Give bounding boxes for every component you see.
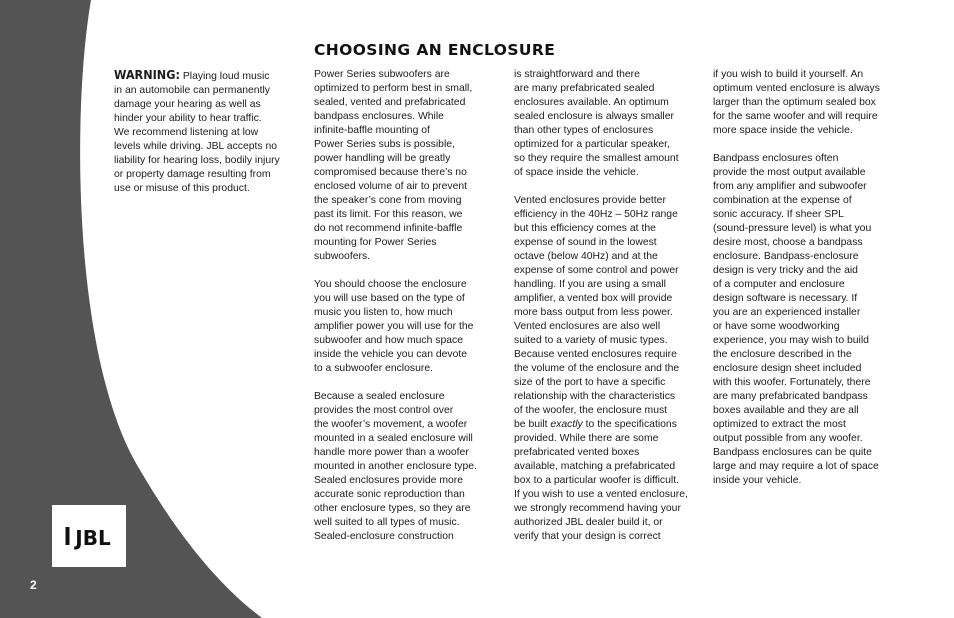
warning-line: We recommend listening at low xyxy=(114,127,259,138)
text-line: more bass output from less power. xyxy=(514,307,673,318)
text-line: boxes available and they are all xyxy=(713,405,859,416)
text-line: sealed, vented and prefabricated xyxy=(314,97,466,108)
text-line: music you listen to, how much xyxy=(314,307,453,318)
text-line: (sound-pressure level) is what you xyxy=(713,223,872,234)
text-line: of the woofer, the enclosure must xyxy=(514,405,668,416)
warning-label: WARNING: xyxy=(114,67,180,82)
text-line: infinite-baffle mounting of xyxy=(314,125,430,136)
text-line: handling. If you are using a small xyxy=(514,279,666,290)
text-column-3 xyxy=(713,68,899,488)
text-line: prefabricated vented boxes xyxy=(514,447,640,458)
text-line: more space inside the vehicle. xyxy=(713,125,853,136)
text-line: enclosures available. An optimum xyxy=(514,97,669,108)
text-line: enclosed volume of air to prevent xyxy=(314,181,468,192)
text-line: verify that your design is correct xyxy=(514,531,661,542)
text-line: but this efficiency comes at the xyxy=(514,223,656,234)
text-line: mounted in a sealed enclosure will xyxy=(314,433,473,444)
text-line: provided. While there are some xyxy=(514,433,659,444)
text-line: octave (below 40Hz) and at the xyxy=(514,251,658,262)
text-line: if you wish to build it yourself. An xyxy=(713,69,864,80)
text-line: Vented enclosures provide better xyxy=(514,195,666,206)
jbl-logo xyxy=(52,505,126,567)
text-fragment: to the specifications xyxy=(582,419,677,430)
page-title: CHOOSING AN ENCLOSURE xyxy=(314,41,556,59)
text-line: Because vented enclosures require xyxy=(514,349,677,360)
text-line: design software is necessary. If xyxy=(713,293,858,304)
text-column-2 xyxy=(514,68,700,544)
text-line: from any amplifier and subwoofer xyxy=(713,181,867,192)
warning-line: or property damage resulting from xyxy=(114,169,271,180)
text-line: Bandpass enclosures can be quite xyxy=(713,447,872,458)
paragraph xyxy=(514,68,700,180)
text-line: enclosure design sheet included xyxy=(713,363,862,374)
text-line: of a computer and enclosure xyxy=(713,279,845,290)
text-line: we strongly recommend having your xyxy=(514,503,681,514)
jbl-logo-mark xyxy=(64,521,114,551)
text-line: enclosure. Bandpass-enclosure xyxy=(713,251,859,262)
text-line: are many prefabricated sealed xyxy=(514,83,655,94)
text-column-1 xyxy=(314,68,500,544)
warning-line: in an automobile can permanently xyxy=(114,85,270,96)
paragraph xyxy=(713,152,899,488)
text-line: authorized JBL dealer build it, or xyxy=(514,517,663,528)
text-line: larger than the optimum sealed box xyxy=(713,97,876,108)
text-line: Power Series subs is possible, xyxy=(314,139,455,150)
text-line: optimized for a particular speaker, xyxy=(514,139,670,150)
text-line: Sealed enclosures provide more xyxy=(314,475,464,486)
text-line: the speaker’s cone from moving xyxy=(314,195,462,206)
text-line: compromised because there’s no xyxy=(314,167,467,178)
text-line: optimized to extract the most xyxy=(713,419,846,430)
text-line: power handling will be greatly xyxy=(314,153,451,164)
text-fragment: be built xyxy=(514,419,551,430)
text-line: design is very tricky and the aid xyxy=(713,265,858,276)
text-line: you are an experienced installer xyxy=(713,307,861,318)
text-line: for the same woofer and will require xyxy=(713,111,878,122)
text-line: accurate sonic reproduction than xyxy=(314,489,465,500)
text-line: or have some woodworking xyxy=(713,321,840,332)
text-line: size of the port to have a specific xyxy=(514,377,666,388)
text-line: mounting for Power Series xyxy=(314,237,437,248)
text-line: large and may require a lot of space xyxy=(713,461,879,472)
text-line: experience, you may wish to build xyxy=(713,335,869,346)
text-line: efficiency in the 40Hz – 50Hz range xyxy=(514,209,678,220)
text-line: well suited to all types of music. xyxy=(314,517,460,528)
warning-notice xyxy=(114,68,300,196)
paragraph xyxy=(314,68,500,264)
text-line: Sealed-enclosure construction xyxy=(314,531,454,542)
logo-lettering: JBL xyxy=(75,526,111,550)
warning-line: hinder your ability to hear traffic. xyxy=(114,113,262,124)
text-line: other enclosure types, so they are xyxy=(314,503,471,514)
text-line: optimized to perform best in small, xyxy=(314,83,473,94)
text-line: output possible from any woofer. xyxy=(713,433,863,444)
text-line: If you wish to use a vented enclosure, xyxy=(514,489,688,500)
paragraph xyxy=(314,278,500,376)
warning-line xyxy=(114,68,300,84)
text-line: is straightforward and there xyxy=(514,69,640,80)
text-line: so they require the smallest amount xyxy=(514,153,679,164)
text-line: to a subwoofer enclosure. xyxy=(314,363,433,374)
text-line: Power Series subwoofers are xyxy=(314,69,450,80)
text-line: past its limit. For this reason, we xyxy=(314,209,463,220)
text-line: available, matching a prefabricated xyxy=(514,461,676,472)
emphasized-word: exactly xyxy=(550,419,583,430)
text-line: combination at the expense of xyxy=(713,195,852,206)
text-line: amplifier power you will use for the xyxy=(314,321,474,332)
text-line: mounted in another enclosure type. xyxy=(314,461,477,472)
warning-line: use or misuse of this product. xyxy=(114,183,250,194)
paragraph xyxy=(314,390,500,544)
text-line: amplifier, a vented box will provide xyxy=(514,293,673,304)
text-line: bandpass enclosures. While xyxy=(314,111,444,122)
page-number: 2 xyxy=(30,578,37,592)
paragraph xyxy=(713,68,899,138)
warning-line: levels while driving. JBL accepts no xyxy=(114,141,278,152)
text-line: subwoofers. xyxy=(314,251,371,262)
text-line: than other types of enclosures xyxy=(514,125,654,136)
paragraph xyxy=(514,194,700,544)
text-line: are many prefabricated bandpass xyxy=(713,391,868,402)
warning-text: Playing loud music xyxy=(179,71,270,82)
text-line: Vented enclosures are also well xyxy=(514,321,661,332)
text-line: optimum vented enclosure is always xyxy=(713,83,880,94)
warning-line: liability for hearing loss, bodily injury xyxy=(114,155,280,166)
text-line: provide the most output available xyxy=(713,167,866,178)
text-line: the enclosure described in the xyxy=(713,349,852,360)
text-line: inside the vehicle you can devote xyxy=(314,349,468,360)
text-line: suited to a variety of music types. xyxy=(514,335,668,346)
text-line: of space inside the vehicle. xyxy=(514,167,639,178)
warning-line: damage your hearing as well as xyxy=(114,99,261,110)
text-line: subwoofer and how much space xyxy=(314,335,464,346)
text-line: expense of some control and power xyxy=(514,265,679,276)
text-line: do not recommend infinite-baffle xyxy=(314,223,463,234)
text-line: relationship with the characteristics xyxy=(514,391,676,402)
text-line: you will use based on the type of xyxy=(314,293,465,304)
text-line: box to a particular woofer is difficult. xyxy=(514,475,679,486)
text-line: expense of sound in the lowest xyxy=(514,237,657,248)
text-line: Because a sealed enclosure xyxy=(314,391,445,402)
text-line: desire most, choose a bandpass xyxy=(713,237,863,248)
text-line: the volume of the enclosure and the xyxy=(514,363,680,374)
text-line: sonic accuracy. If sheer SPL xyxy=(713,209,844,220)
text-line: inside your vehicle. xyxy=(713,475,802,486)
text-line: You should choose the enclosure xyxy=(314,279,467,290)
text-line: handle more power than a woofer xyxy=(314,447,469,458)
text-line: with this woofer. Fortunately, there xyxy=(713,377,871,388)
text-line: Bandpass enclosures often xyxy=(713,153,839,164)
text-line xyxy=(514,418,700,432)
text-line: sealed enclosure is always smaller xyxy=(514,111,674,122)
text-line: the woofer’s movement, a woofer xyxy=(314,419,468,430)
text-line: provides the most control over xyxy=(314,405,454,416)
